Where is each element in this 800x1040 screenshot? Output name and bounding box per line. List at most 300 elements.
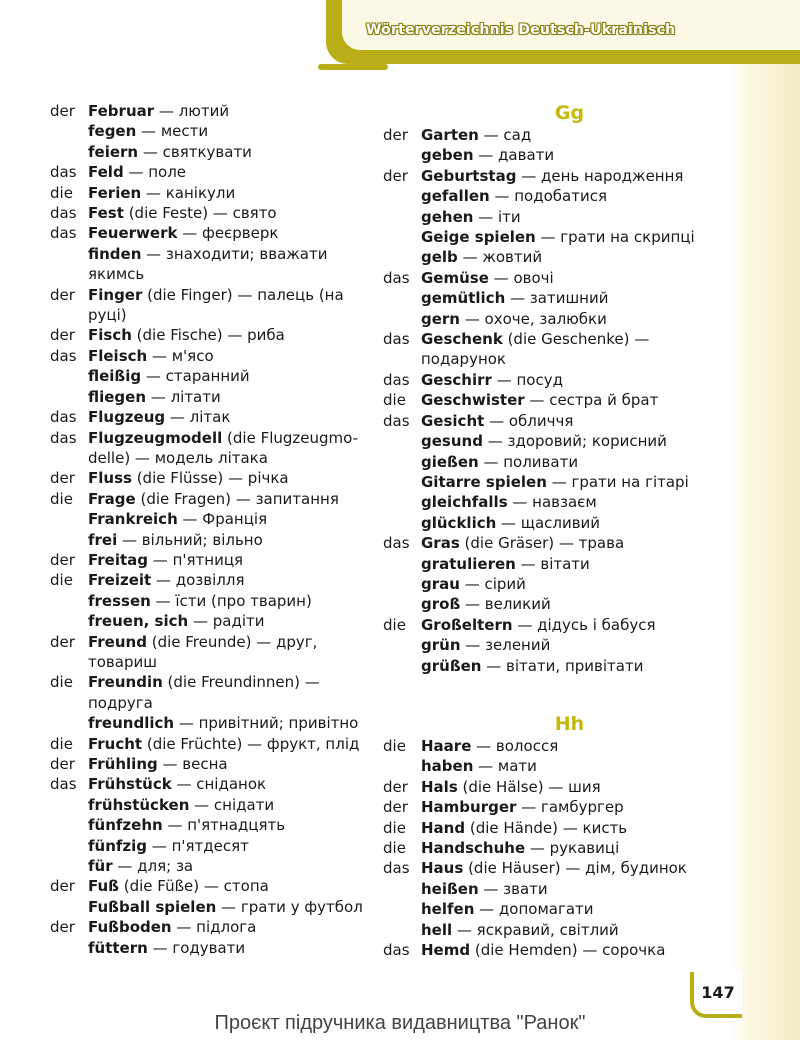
entry-text [88,856,370,876]
dictionary-entry [50,632,370,673]
header-title: Wörterverzeichnis Deutsch-Ukrainisch [366,22,676,38]
entry-article [50,938,88,958]
entry-translation: — сірий [459,574,526,593]
dictionary-entry [50,570,370,590]
entry-word: gern [421,309,460,328]
entry-word: finden [88,244,142,263]
entry-text [421,329,718,370]
entry-article [50,121,88,141]
left-column [50,101,370,958]
dictionary-entry [50,591,370,611]
dictionary-entry [50,162,370,182]
entry-word: für [88,857,113,876]
entry-word: helfen [421,900,475,919]
entry-article: das [383,370,410,389]
dictionary-entry [50,468,370,488]
entry-word: Freitag [88,550,149,569]
entry-text [421,288,718,308]
entry-text [88,774,370,794]
dictionary-entry [50,917,370,937]
entry-translation: — дозвілля [151,571,245,590]
entry-article [50,897,88,917]
entry-translation: — вітати, привітати [481,656,644,675]
entry-text [421,838,718,858]
dictionary-entry [50,856,370,876]
dictionary-entry [50,428,370,469]
entry-article [383,492,421,512]
entry-translation: (die Gräser) — трава [459,534,625,553]
entry-word: geben [421,146,474,165]
dictionary-entry [50,876,370,896]
entry-article: der [383,166,408,185]
entry-text [88,815,370,835]
entry-translation: — подобатися [489,187,607,206]
entry-article: die [383,615,406,634]
entry-word: gemütlich [421,289,506,308]
entry-word: Geige spielen [421,228,536,247]
entry-word: Fuß [88,877,119,896]
dictionary-entry [50,285,370,326]
entry-translation: (die Feste) — свято [123,204,277,223]
entry-article [383,472,421,492]
dictionary-entry [383,227,718,247]
dictionary-entry [50,203,370,223]
entry-translation: (die Hemden) — сорочка [470,941,666,960]
entry-article [50,795,88,815]
entry-article [383,756,421,776]
entry-article: das [50,775,77,794]
entry-translation: — затишний [505,289,609,308]
entry-text [421,879,718,899]
dictionary-entry [383,472,718,492]
entry-translation: (die Füße) — стопа [118,877,269,896]
entry-text [421,797,718,817]
entry-article: der [50,632,75,651]
entry-word: Haus [421,859,464,878]
entry-article: die [50,571,73,590]
entry-text [88,836,370,856]
section-letter-h: Hh [554,712,585,735]
entry-word: Gitarre spielen [421,472,547,491]
entry-translation: — Франція [177,510,268,529]
entry-article [383,145,421,165]
entry-word: Gras [421,534,460,553]
entry-article [50,591,88,611]
entry-translation: — снідати [189,795,275,814]
entry-word: Frage [88,489,136,508]
entry-article [50,142,88,162]
entry-translation: — щасливий [496,513,601,532]
entry-article: das [50,346,77,365]
entry-word: gesund [421,432,483,451]
entry-article: der [50,550,75,569]
entry-translation: — літак [165,408,231,427]
entry-article: das [50,408,77,427]
entry-article [383,431,421,451]
entry-text [88,346,370,366]
entry-text [88,509,370,529]
dictionary-entry [50,489,370,509]
dictionary-entry [383,411,718,431]
g-entries [383,125,718,676]
entry-article [383,247,421,267]
entry-article: die [50,673,73,692]
dictionary-entry [50,713,370,733]
entry-text [88,713,370,733]
entry-text [88,387,370,407]
entry-article: der [50,326,75,345]
dictionary-entry [383,777,718,797]
entry-article: das [50,163,77,182]
right-column [383,101,718,960]
dictionary-entry [383,268,718,288]
entry-text [88,795,370,815]
entry-word: gleichfalls [421,493,508,512]
entry-word: fleißig [88,367,142,386]
entry-translation: — для; за [112,857,194,876]
entry-translation: — канікули [141,183,236,202]
entry-translation: (die Freundinnen) — подруга [88,673,320,712]
entry-text [421,920,718,940]
entry-article: der [50,918,75,937]
section-letter-g: Gg [554,102,585,124]
entry-text [421,247,718,267]
entry-article [50,387,88,407]
entry-article: das [383,411,410,430]
entry-translation: — сад [478,126,532,144]
entry-translation: (die Finger) — палець (на руці) [88,285,344,325]
entry-word: Garten [421,126,479,144]
dictionary-entry [383,574,718,594]
entry-article [383,227,421,247]
dictionary-entry [50,754,370,774]
entry-text [88,876,370,896]
entry-translation: (die Flugzeugmo-delle) — модель літака [88,428,359,467]
entry-translation: — мести [136,122,209,141]
dictionary-entry [383,879,718,899]
entry-word: groß [421,595,461,614]
dictionary-entry [383,838,718,858]
entry-text [88,121,370,141]
entry-text [88,223,370,243]
entry-article [50,244,88,285]
entry-article [383,554,421,574]
entry-article: das [383,268,410,287]
entry-text [88,183,370,203]
entry-text [421,186,718,206]
entry-text [421,940,718,960]
page-edge-strip [730,0,800,1040]
entry-word: gehen [421,207,474,226]
entry-word: fressen [88,591,151,610]
entry-text [88,570,370,590]
entry-translation: — допомагати [474,900,594,919]
dictionary-entry [383,756,718,776]
entry-translation: — волосся [471,736,559,755]
entry-translation: (die Hälse) — шия [457,777,601,796]
footer-note: Проєкт підручника видавництва "Ранок" [214,1012,586,1034]
entry-text [88,530,370,550]
entry-word: gießen [421,452,479,471]
entry-translation: — поле [123,163,187,182]
entry-translation: — поливати [478,452,579,471]
entry-article [383,879,421,899]
entry-translation: — знаходити; вважати якимсь [88,244,328,284]
entry-translation: — великий [460,595,551,614]
entry-word: Feld [88,163,124,182]
entry-translation: — іти [473,207,521,226]
entry-text [88,285,370,326]
entry-translation: — давати [473,146,555,165]
entry-text [88,754,370,774]
entry-translation: — святкувати [138,142,252,161]
entry-text [88,325,370,345]
entry-word: Fleisch [88,346,148,365]
entry-translation: — обличчя [484,411,574,430]
dictionary-entry [383,309,718,329]
entry-word: hell [421,920,453,939]
entry-article: die [50,489,73,508]
entry-translation: — яскравий, світлий [452,920,619,939]
dictionary-entry [383,533,718,553]
entry-translation: — феєрверк [177,224,279,243]
entry-article: der [50,102,75,120]
entry-article [50,509,88,529]
header-panel [342,0,800,50]
entry-article: die [50,183,73,202]
entry-text [421,858,718,878]
section-header [318,0,800,78]
entry-translation: — сестра й брат [524,391,659,410]
entry-translation: (die Fische) — риба [131,326,285,345]
entry-text [88,244,370,285]
entry-translation: — грати на скрипці [535,228,695,247]
dictionary-entry [383,186,718,206]
entry-word: Hemd [421,941,471,960]
entry-word: glücklich [421,513,497,532]
entry-text [421,390,718,410]
dictionary-entry [50,121,370,141]
entry-word: Handschuhe [421,839,526,857]
dictionary-entry [50,897,370,917]
entry-text [88,101,370,121]
entry-article [383,635,421,655]
entry-translation: — радіти [188,612,265,631]
entry-text [421,472,718,492]
dictionary-entry [383,818,718,838]
dictionary-entry [50,346,370,366]
entry-text [88,550,370,570]
entry-translation: — годувати [147,938,246,957]
entry-article: der [50,285,75,304]
dictionary-entry [383,125,718,145]
entry-article: der [383,798,408,817]
dictionary-entry [383,370,718,390]
entry-translation: — здоровий; корисний [482,432,667,451]
entry-article [50,856,88,876]
entry-text [88,591,370,611]
dictionary-entry [50,795,370,815]
entry-text [421,554,718,574]
entry-text [421,736,718,756]
entry-word: fünfzig [88,836,148,855]
entry-translation: — їсти (про тварин) [150,591,312,610]
entry-translation: — п'ятниця [148,550,244,569]
entry-translation: (die Fragen) — запитання [135,489,339,508]
entry-translation: (die Geschenke) — подарунок [421,330,650,369]
entry-text [88,672,370,713]
entry-text [421,145,718,165]
entry-article: das [383,534,410,553]
entry-article: das [50,224,77,243]
entry-text [421,899,718,919]
dictionary-entry [383,736,718,756]
dictionary-entry [383,656,718,676]
entry-translation: — жовтий [457,248,543,267]
entry-text [88,734,370,754]
entry-word: Freizeit [88,571,152,590]
entry-word: Frühling [88,755,158,773]
entry-word: Freund [88,632,147,651]
entry-word: Fisch [88,326,132,345]
entry-word: Geschenk [421,330,503,349]
entry-text [421,227,718,247]
entry-translation: — вітати [515,554,590,573]
entry-translation: — привітний; привітно [174,714,359,733]
entry-text [88,366,370,386]
entry-word: gelb [421,248,458,267]
entry-article: die [383,839,406,857]
dictionary-entry [383,940,718,960]
dictionary-entry [383,166,718,186]
dictionary-entry [383,329,718,370]
entry-article [50,530,88,550]
entry-text [421,533,718,553]
dictionary-entry [50,183,370,203]
entry-translation: — рукавиці [525,839,620,857]
entry-article: der [383,126,408,144]
entry-article [50,815,88,835]
page-number: 147 [690,972,742,1018]
entry-text [88,468,370,488]
entry-article [50,366,88,386]
entry-text [421,777,718,797]
entry-translation: — літати [146,387,221,406]
dictionary-entry [50,550,370,570]
entry-translation: — вільний; вільно [117,530,263,549]
entry-word: freundlich [88,714,175,733]
entry-word: Frankreich [88,510,178,529]
entry-word: haben [421,757,474,776]
entry-text [421,411,718,431]
entry-word: gefallen [421,187,490,206]
entry-translation: — п'ятдесят [147,836,249,855]
entry-article [383,513,421,533]
header-accent-line [318,64,388,70]
entry-word: fegen [88,122,137,141]
dictionary-entry [383,145,718,165]
entry-article: das [383,941,410,960]
entry-article: der [383,777,408,796]
dictionary-entry [383,594,718,614]
dictionary-entry [50,611,370,631]
entry-translation: — весна [157,755,228,773]
entry-article: das [50,204,77,223]
dictionary-entry [50,509,370,529]
entry-word: Flugzeugmodell [88,428,223,447]
entry-translation: (die Früchte) — фрукт, плід [142,734,360,753]
entry-article: die [50,734,73,753]
entry-article [383,186,421,206]
entry-translation: — м'ясо [147,346,214,365]
entry-translation: — звати [478,879,548,898]
entry-word: Ferien [88,183,142,202]
dictionary-entry [383,635,718,655]
entry-word: Fußboden [88,918,172,937]
entry-text [421,452,718,472]
entry-article: die [383,818,406,837]
entry-text [88,428,370,469]
dictionary-entry [383,452,718,472]
entry-word: fünfzehn [88,816,163,835]
entry-word: grüßen [421,656,482,675]
entry-text [421,431,718,451]
entry-text [88,632,370,673]
entry-translation: — зелений [460,636,551,655]
entry-text [88,407,370,427]
entry-translation: — грати у футбол [216,897,363,916]
entry-word: Flugzeug [88,408,166,427]
dictionary-entry [50,366,370,386]
section-gap [383,676,718,712]
entry-translation: — гамбургер [516,798,624,817]
entry-word: frei [88,530,118,549]
entry-word: Großeltern [421,615,513,634]
entry-word: grün [421,636,461,655]
entry-word: fliegen [88,387,147,406]
entry-word: feiern [88,142,139,161]
entry-article: der [50,877,75,896]
dictionary-entry [50,101,370,121]
dictionary-entry [50,836,370,856]
entry-translation: — мати [473,757,537,776]
entry-word: Hand [421,818,466,837]
entry-article [50,713,88,733]
entry-word: Fluss [88,469,132,488]
dictionary-entry [383,920,718,940]
entry-article [383,309,421,329]
entry-word: Februar [88,102,155,120]
dictionary-entry [50,244,370,285]
entry-word: frühstücken [88,795,190,814]
entry-article: der [50,755,75,773]
entry-text [88,897,370,917]
entry-text [421,615,718,635]
entry-article: der [50,469,75,488]
dictionary-entry [383,431,718,451]
entry-text [421,370,718,390]
entry-translation: — день народження [516,166,684,185]
entry-text [421,492,718,512]
entry-article [383,452,421,472]
entry-article: das [50,428,77,447]
entry-article [50,836,88,856]
entry-word: Geschirr [421,370,492,389]
dictionary-entry [383,615,718,635]
entry-word: gratulieren [421,554,516,573]
entry-word: Fußball spielen [88,897,217,916]
entry-article: das [383,330,410,349]
